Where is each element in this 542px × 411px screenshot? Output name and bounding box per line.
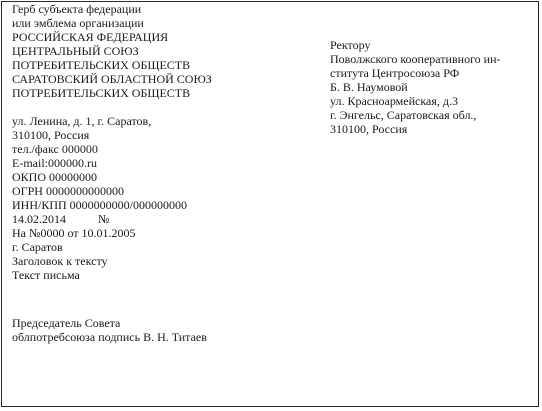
recipient-line-4: Б. В. Наумовой [330,80,408,94]
sender-email: E-mail:000000.ru [12,156,97,170]
letter-number-sign: № [98,212,110,226]
sender-inn-kpp: ИНН/КПП 0000000000/000000000 [12,198,188,212]
sender-ogrn: ОГРН 0000000000000 [12,184,124,198]
spacer [12,282,312,316]
recipient-line-6: г. Энгельс, Саратовская обл., [330,108,477,122]
org-line-5: ПОТРЕБИТЕЛЬСКИХ ОБЩЕСТВ [12,86,191,100]
recipient-line-2: Поволжского кооперативного ин- [330,52,501,66]
letter-body: Текст письма [12,268,80,282]
recipient-column [330,38,535,136]
signature-line: облпотребсоюза подпись В. Н. Титаев [12,330,207,344]
org-line-1: РОССИЙСКАЯ ФЕДЕРАЦИЯ [12,30,169,44]
sender-phone: тел./факс 000000 [12,142,98,156]
org-line-3: ПОТРЕБИТЕЛЬСКИХ ОБЩЕСТВ [12,58,191,72]
letter-heading: Заголовок к тексту [12,254,108,268]
issue-city: г. Саратов [12,240,63,254]
emblem-note-line-2: или эмблема организации [12,16,144,30]
sender-column [12,2,312,344]
recipient-line-5: ул. Красноармейская, д.3 [330,94,458,108]
letter-date: 14.02.2014 [12,212,66,226]
sender-okpo: ОКПО 00000000 [12,170,98,184]
emblem-note-line-1: Герб субъекта федерации [12,2,142,16]
document-page [1,1,539,407]
org-line-4: САРАТОВСКИЙ ОБЛАСТНОЙ СОЮЗ [12,72,212,86]
org-line-2: ЦЕНТРАЛЬНЫЙ СОЮЗ [12,44,139,58]
recipient-line-1: Ректору [330,38,371,52]
reference-line: На №0000 от 10.01.2005 [12,226,136,240]
sender-address-line-2: 310100, Россия [12,128,90,142]
recipient-line-3: ститута Центросоюза РФ [330,66,460,80]
sender-address-line-1: ул. Ленина, д. 1, г. Саратов, [12,114,152,128]
signature-title: Председатель Совета [12,316,121,330]
recipient-line-7: 310100, Россия [330,122,408,136]
spacer [12,100,312,114]
date-number-row [12,212,312,226]
